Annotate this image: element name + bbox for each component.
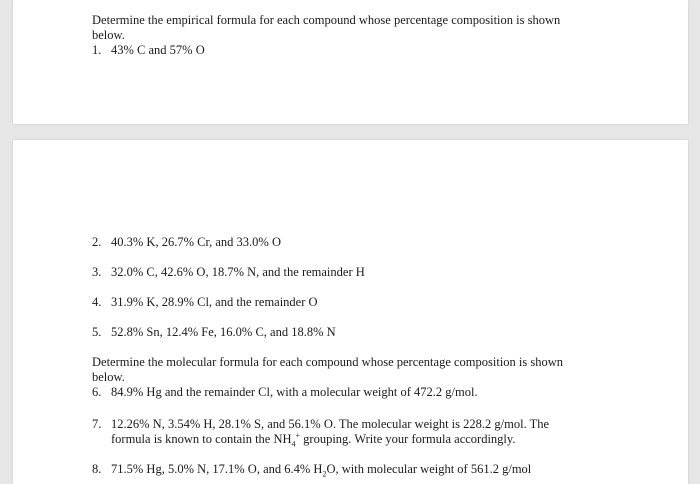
problem-text-7-line1: 12.26% N, 3.54% H, 28.1% S, and 56.1% O. The molecular weight is 228.2 g/mol. The bbox=[111, 417, 550, 431]
problem-text-7-line2 bbox=[111, 430, 516, 449]
problem-8-pre: 71.5% Hg, 5.0% N, 17.1% O, and 6.4% H bbox=[111, 462, 323, 476]
intro-empirical-line2: below. bbox=[92, 28, 125, 42]
document-page-1 bbox=[13, 0, 688, 124]
problem-text-3: 32.0% C, 42.6% O, 18.7% N, and the remainder H bbox=[111, 265, 365, 279]
problem-text-5: 52.8% Sn, 12.4% Fe, 16.0% C, and 18.8% N bbox=[111, 325, 336, 339]
problem-7-line2-pre: formula is known to contain the NH bbox=[111, 432, 292, 446]
problem-number-7: 7. bbox=[92, 417, 102, 431]
problem-7-subscript: 4 bbox=[291, 439, 296, 449]
intro-empirical-line1: Determine the empirical formula for each compound whose percentage composition is shown bbox=[92, 13, 561, 27]
problem-8-subscript: 2 bbox=[322, 469, 327, 479]
problem-number-5: 5. bbox=[92, 325, 102, 339]
problem-text-6: 84.9% Hg and the remainder Cl, with a molecular weight of 472.2 g/mol. bbox=[111, 385, 478, 399]
problem-8-post: O, with molecular weight of 561.2 g/mol bbox=[326, 462, 532, 476]
problem-text-2: 40.3% K, 26.7% Cr, and 33.0% O bbox=[111, 235, 281, 249]
problem-number-6: 6. bbox=[92, 385, 102, 399]
problem-number-3: 3. bbox=[92, 265, 102, 279]
problem-7-superscript: + bbox=[295, 430, 301, 440]
intro-molecular-line2: below. bbox=[92, 370, 125, 384]
problem-text-4: 31.9% K, 28.9% Cl, and the remainder O bbox=[111, 295, 318, 309]
document-page-2 bbox=[13, 140, 688, 484]
problem-text-1: 43% C and 57% O bbox=[111, 43, 205, 57]
intro-molecular-line1: Determine the molecular formula for each compound whose percentage composition is shown bbox=[92, 355, 564, 369]
problem-number-2: 2. bbox=[92, 235, 102, 249]
problem-number-8: 8. bbox=[92, 462, 102, 476]
problem-number-4: 4. bbox=[92, 295, 102, 309]
problem-7-line2-post: grouping. Write your formula accordingly. bbox=[300, 432, 516, 446]
problem-text-8 bbox=[111, 462, 532, 479]
problem-number-1: 1. bbox=[92, 43, 102, 57]
